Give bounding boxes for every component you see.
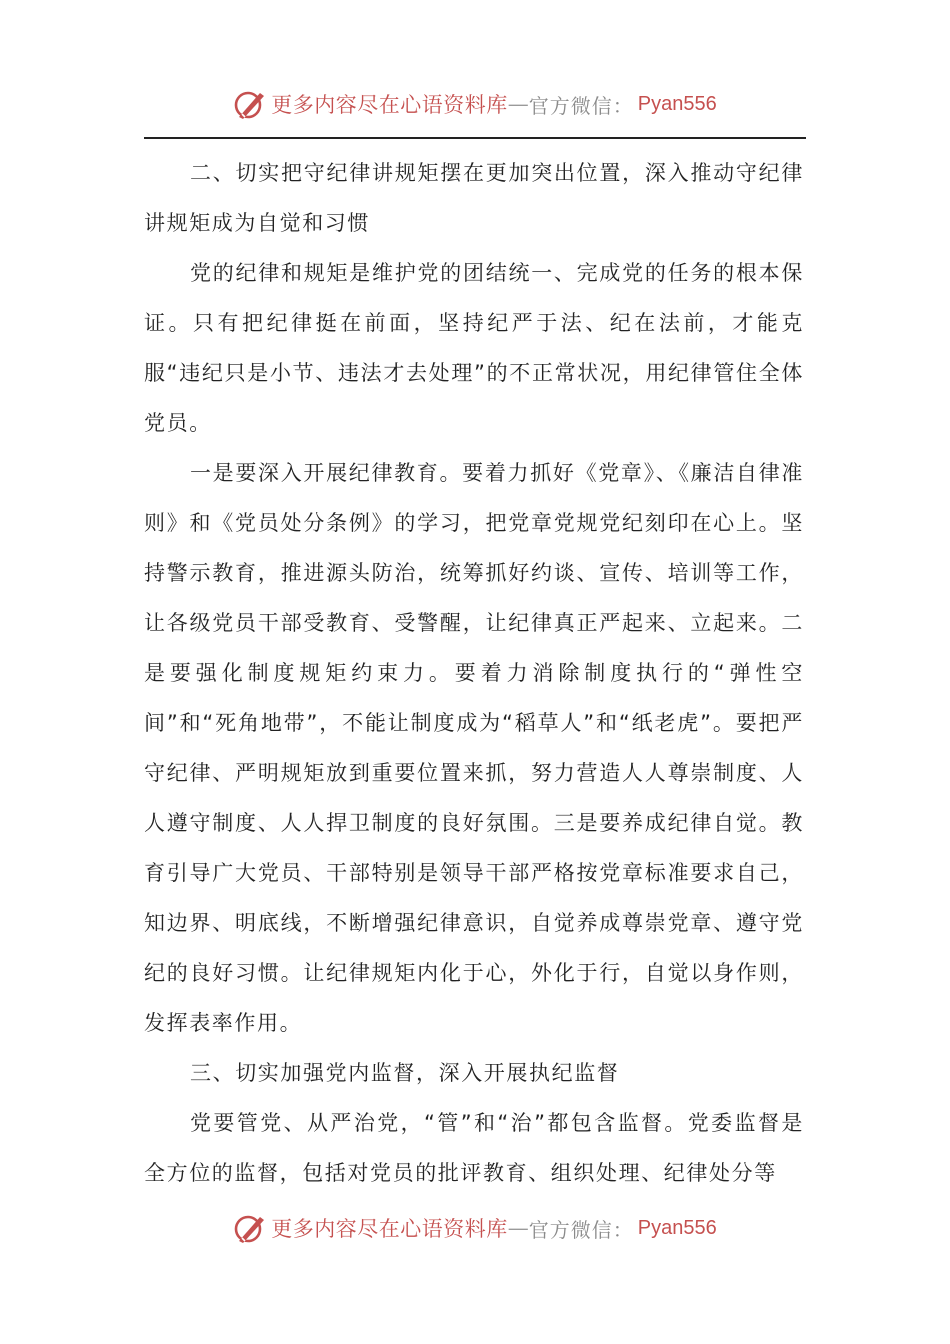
header-banner (0, 82, 950, 126)
banner-brand-text: 更多内容尽在心语资料库 (271, 1217, 508, 1241)
document-body (144, 148, 804, 1198)
banner-contact-label: 官方微信： (528, 1217, 634, 1242)
banner-separator: — (507, 1216, 529, 1240)
section-heading-3: 三、切实加强党内监督，深入开展执纪监督 (190, 1061, 620, 1085)
banner-contact-id: Pyan556 (637, 92, 717, 115)
footer-banner (0, 1206, 950, 1250)
body-paragraph: 一是要深入开展纪律教育。要着力抓好《党章》、《廉洁自律准则》和《党员处分条例》的学习，把党章党规党纪刻印在心上。坚持警示教育，推进源头防治，统筹抓好约谈、宣传、培训等工作，让各级党员干部受教育、受警醒，让纪律真正严起来、立起来。二是要强化制度规矩约束力。要着力消除制度执行的“弹性空间”和“死角地带”，不能让制度成为“稻草人”和“纸老虎”。要把严守纪律、严明规矩放到重要位置来抓，努力营造人人尊崇制度、人人遵守制度、人人捍卫制度的良好氛围。三是要养成纪律自觉。教育引导广大党员、干部特别是领导干部严格按党章标准要求自己，知边界、明底线，不断增强纪律意识，自觉养成尊崇党章、遵守党纪的良好习惯。让纪律规矩内化于心，外化于行，自觉以身作则，发挥表率作用。 (144, 461, 804, 1035)
body-paragraph: 党的纪律和规矩是维护党的团结统一、完成党的任务的根本保证。只有把纪律挺在前面，坚持纪严于法、纪在法前，才能克服“违纪只是小节、违法才去处理”的不正常状况，用纪律管住全体党员。 (144, 261, 804, 435)
banner-brand-text: 更多内容尽在心语资料库 (271, 93, 508, 117)
banner-separator: — (507, 92, 529, 116)
banner-contact-label: 官方微信： (528, 93, 634, 118)
header-divider-rule (144, 137, 806, 139)
banner-contact-id: Pyan556 (637, 1216, 717, 1239)
section-heading-2: 二、切实把守纪律讲规矩摆在更加突出位置，深入推动守纪律讲规矩成为自觉和习惯 (144, 161, 804, 235)
pen-in-circle-logo-icon (233, 1211, 267, 1245)
body-paragraph: 党要管党、从严治党，“管”和“治”都包含监督。党委监督是全方位的监督，包括对党员的批评教育、组织处理、纪律处分等 (144, 1111, 804, 1185)
pen-in-circle-logo-icon (233, 87, 267, 121)
